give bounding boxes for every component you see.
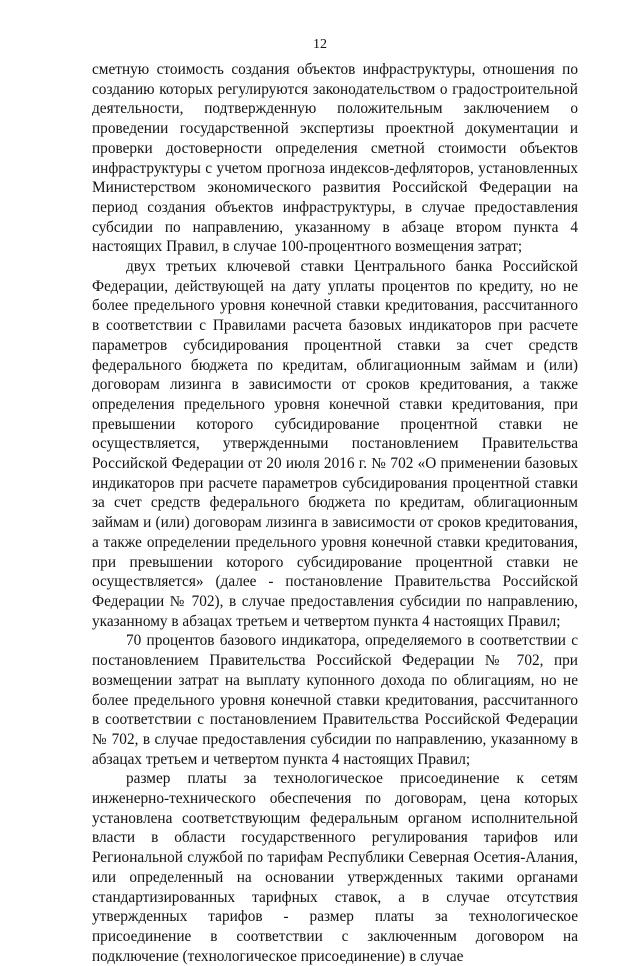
page-number: 12: [313, 37, 327, 52]
paragraph-key-rate: двух третьих ключевой ставки Центрального банка Российской Федерации, действующей на дату уплаты процентов по кредиту, но не более предельного уровня конечной ставки кредитования, рассчитанного в соответствии с Правилами расчета базовых индикаторов при расчете параметров субсидирования процентной ставки за счет средств федерального бюджета по кредитам, облигационным займам и (или) договорам лизинга в зависимости от сроков кредитования, а также определения предельного уровня конечной ставки кредитования, при превышении которого субсидирование процентной ставки не осуществляется, утвержденными постановлением Правительства Российской Федерации от 20 июля 2016 г. № 702 «О применении базовых индикаторов при расчете параметров субсидирования процентной ставки за счет средств федерального бюджета по кредитам, облигационным займам и (или) договорам лизинга в зависимости от сроков кредитования, а также определении предельного уровня конечной ставки кредитования, при превышении которого субсидирование процентной ставки не осуществляется» (далее - постановление Правительства Российской Федерации № 702), в случае предоставления субсидии по направлению, указанному в абзацах третьем и четвертом пункта 4 настоящих Правил;: [92, 258, 578, 630]
paragraph-coupon-income: 70 процентов базового индикатора, определяемого в соответствии с постановлением Правительства Российской Федерации № 702, при возмещении затрат на выплату купонного дохода по облигациям, но не более предельного уровня конечной ставки кредитования, рассчитанного в соответствии с постановлением Правительства Российской Федерации № 702, в случае предоставления субсидии по направлению, указанному в абзацах третьем и четвертом пункта 4 настоящих Правил;: [92, 632, 578, 768]
document-body: [92, 60, 578, 966]
paragraph-continuation: сметную стоимость создания объектов инфраструктуры, отношения по созданию которых регулируются законодательством о градостроительной деятельности, подтвержденную положительным заключением о проведении государственной экспертизы проектной документации и проверки достоверности определения сметной стоимости объектов инфраструктуры с учетом прогноза индексов-дефляторов, установленных Министерством экономического развития Российской Федерации на период создания объектов инфраструктуры, в случае предоставления субсидии по направлению, указанному в абзаце втором пункта 4 настоящих Правил, в случае 100-процентного возмещения затрат;: [92, 61, 578, 256]
paragraph-connection-fee: размер платы за технологическое присоединение к сетям инженерно-технического обеспечения по договорам, цена которых установлена соответствующим федеральным органом исполнительной власти в области государственного регулирования тарифов или Региональной службой по тарифам Республики Северная Осетия-Алания, или определенный на основании утвержденных такими органами стандартизированных тарифных ставок, а в случае отсутствия утвержденных тарифов - размер платы за технологическое присоединение в соответствии с заключенным договором на подключение (технологическое присоединение) в случае: [92, 770, 578, 965]
